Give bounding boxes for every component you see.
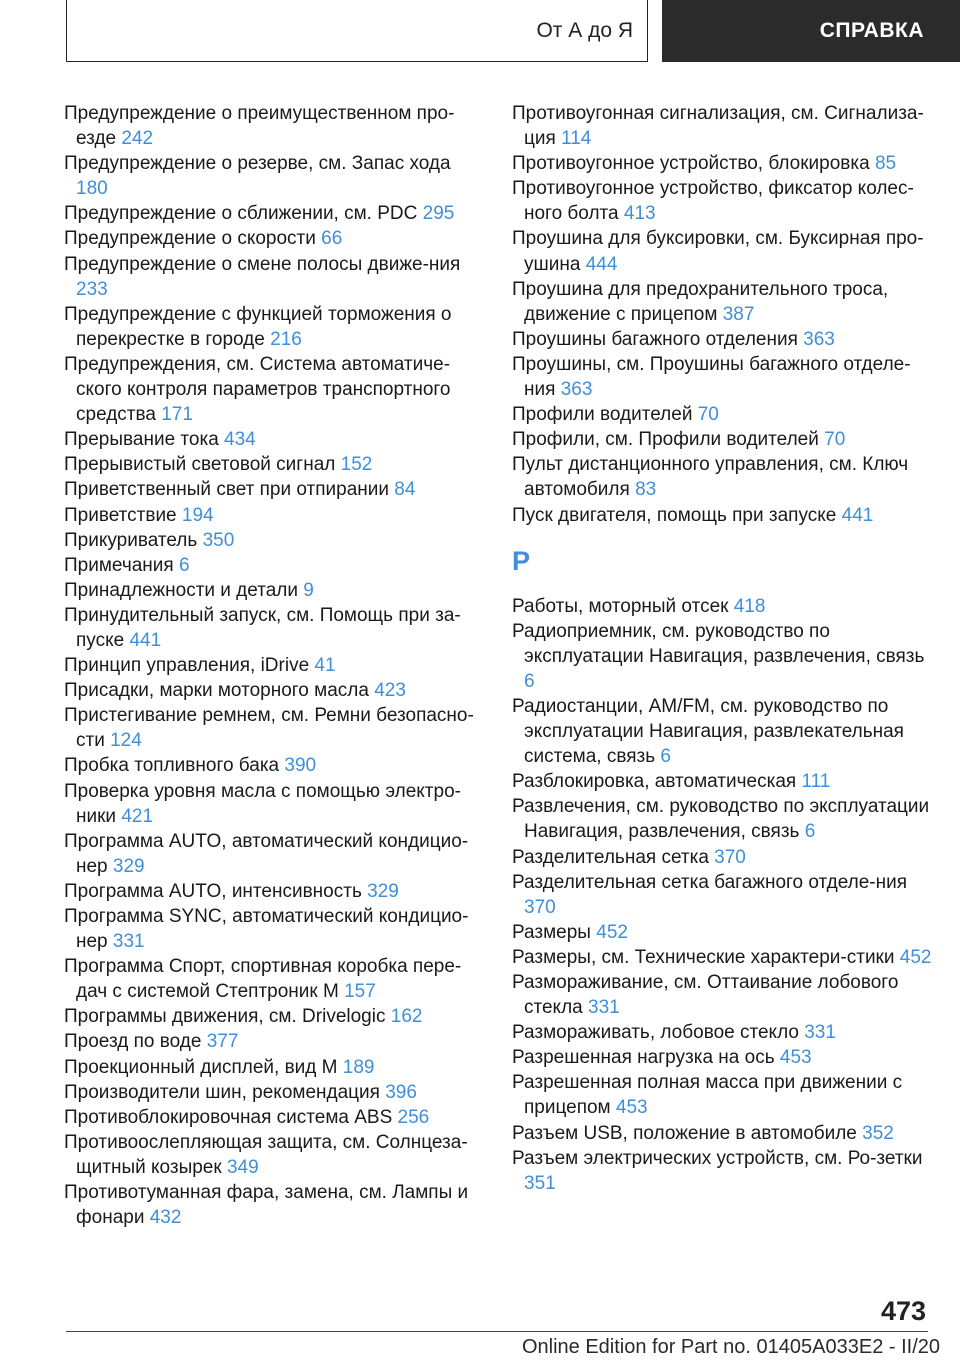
index-entry bbox=[512, 277, 932, 327]
footer-divider bbox=[66, 1331, 928, 1332]
index-entry bbox=[64, 1004, 484, 1029]
entry-page-link[interactable]: 331 bbox=[112, 931, 145, 953]
entry-page-link[interactable]: 6 bbox=[804, 821, 816, 843]
entry-page-link[interactable]: 452 bbox=[596, 921, 628, 943]
entry-page-link[interactable]: 351 bbox=[524, 1172, 556, 1194]
index-entry bbox=[512, 427, 932, 452]
entry-term: Принцип управления, iDrive bbox=[64, 655, 310, 677]
index-entry bbox=[64, 703, 484, 753]
entry-page-link[interactable]: 452 bbox=[899, 946, 932, 968]
index-entry bbox=[64, 753, 484, 778]
index-entry bbox=[64, 427, 484, 452]
index-entry bbox=[64, 829, 484, 879]
entry-page-link[interactable]: 390 bbox=[284, 755, 317, 777]
index-entry bbox=[64, 477, 484, 502]
entry-term: Производители шин, рекомендация bbox=[64, 1081, 380, 1103]
entry-page-link[interactable]: 432 bbox=[149, 1207, 182, 1229]
entry-term: Программа SYNC, автоматический кондицио-нер bbox=[64, 906, 469, 953]
entry-term: Принудительный запуск, см. Помощь при за-пуске bbox=[64, 604, 461, 651]
index-entry bbox=[512, 503, 932, 528]
entry-term: Предупреждение о скорости bbox=[64, 228, 316, 250]
entry-page-link[interactable]: 418 bbox=[733, 595, 766, 617]
entry-term: Разблокировка, автоматическая bbox=[512, 771, 797, 793]
entry-term: Разрешенная полная масса при движении с прицепом bbox=[512, 1072, 903, 1119]
entry-page-link[interactable]: 70 bbox=[824, 429, 846, 451]
entry-term: Пробка топливного бака bbox=[64, 755, 280, 777]
entry-term: Присадки, марки моторного масла bbox=[64, 680, 369, 702]
entry-page-link[interactable]: 180 bbox=[76, 178, 108, 200]
entry-page-link[interactable]: 453 bbox=[615, 1097, 648, 1119]
index-entry bbox=[512, 694, 932, 769]
section-tab bbox=[66, 0, 648, 62]
entry-page-link[interactable]: 413 bbox=[623, 203, 656, 225]
entry-page-link[interactable]: 233 bbox=[76, 278, 108, 300]
index-entry bbox=[64, 553, 484, 578]
index-entry bbox=[64, 452, 484, 477]
entry-page-link[interactable]: 396 bbox=[385, 1081, 417, 1103]
entry-term: Пульт дистанционного управления, см. Ключ автомобиля bbox=[512, 454, 909, 501]
index-entry bbox=[512, 1020, 932, 1045]
entry-term: Прерывистый световой сигнал bbox=[64, 454, 336, 476]
entry-term: Предупреждение с функцией торможения о перекрестке в городе bbox=[64, 303, 452, 350]
index-entry bbox=[64, 1105, 484, 1130]
entry-page-link[interactable]: 387 bbox=[722, 303, 755, 325]
entry-term: Программа Спорт, спортивная коробка пере-дач с системой Стептроник M bbox=[64, 956, 462, 1003]
index-entry bbox=[64, 1180, 484, 1230]
entry-page-link[interactable]: 352 bbox=[862, 1122, 894, 1144]
index-entry bbox=[64, 779, 484, 829]
entry-term: Программа AUTO, автоматический кондицио-нер bbox=[64, 830, 469, 877]
entry-page-link[interactable]: 124 bbox=[110, 730, 142, 752]
entry-term: Размеры, см. Технические характери-стики bbox=[512, 946, 895, 968]
index-entry bbox=[512, 1045, 932, 1070]
index-entry bbox=[512, 945, 932, 970]
index-entry bbox=[512, 352, 932, 402]
entry-page-link[interactable]: 363 bbox=[803, 328, 835, 350]
entry-term: Разрешенная нагрузка на ось bbox=[512, 1047, 775, 1069]
entry-term: Прикуриватель bbox=[64, 529, 198, 551]
entry-page-link[interactable]: 157 bbox=[344, 981, 376, 1003]
index-entry bbox=[512, 769, 932, 794]
entry-term: Противоблокировочная система ABS bbox=[64, 1106, 393, 1128]
index-group-r bbox=[512, 594, 932, 1196]
index-entry bbox=[512, 845, 932, 870]
index-entry bbox=[64, 503, 484, 528]
index-entry bbox=[64, 101, 484, 151]
entry-page-link[interactable]: 216 bbox=[270, 328, 302, 350]
entry-term: Противоослепляющая защита, см. Солнцеза-щитный козырек bbox=[64, 1131, 468, 1178]
entry-term: Противоугонное устройство, блокировка bbox=[512, 153, 870, 175]
index-entry bbox=[64, 151, 484, 201]
entry-page-link[interactable]: 41 bbox=[314, 655, 336, 677]
entry-page-link[interactable]: 6 bbox=[524, 670, 535, 692]
entry-page-link[interactable]: 363 bbox=[560, 379, 593, 401]
index-entry bbox=[512, 970, 932, 1020]
page-header bbox=[0, 0, 960, 64]
index-entry bbox=[64, 252, 484, 302]
entry-page-link[interactable]: 295 bbox=[422, 203, 455, 225]
entry-term: Профили, см. Профили водителей bbox=[512, 429, 819, 451]
entry-term: Развлечения, см. руководство по эксплуатации Навигация, развлечения, связь bbox=[512, 796, 930, 843]
index-group-p bbox=[512, 101, 932, 528]
section-label: От А до Я bbox=[536, 18, 633, 42]
entry-term: Размораживание, см. Оттаивание лобового стекла bbox=[512, 972, 899, 1019]
entry-page-link[interactable]: 194 bbox=[181, 504, 214, 526]
index-entry bbox=[512, 594, 932, 619]
entry-page-link[interactable]: 370 bbox=[524, 896, 556, 918]
index-entry bbox=[512, 101, 932, 151]
entry-term: Противоугонная сигнализация, см. Сигнализа-ция bbox=[512, 103, 924, 150]
entry-page-link[interactable]: 6 bbox=[660, 746, 671, 768]
entry-page-link[interactable]: 441 bbox=[129, 629, 162, 651]
index-entry bbox=[64, 528, 484, 553]
entry-term: Проекционный дисплей, вид M bbox=[64, 1056, 338, 1078]
entry-page-link[interactable]: 85 bbox=[874, 153, 897, 175]
index-entry bbox=[64, 904, 484, 954]
entry-page-link[interactable]: 349 bbox=[226, 1156, 259, 1178]
entry-term: Пуск двигателя, помощь при запуске bbox=[512, 504, 837, 526]
entry-page-link[interactable]: 350 bbox=[202, 529, 235, 551]
chapter-label: СПРАВКА bbox=[819, 19, 924, 42]
entry-page-link[interactable]: 434 bbox=[224, 429, 256, 451]
index-entry bbox=[64, 678, 484, 703]
entry-term: Примечания bbox=[64, 554, 174, 576]
entry-term: Предупреждения, см. Система автоматиче-ского контроля параметров транспортного средства bbox=[64, 353, 451, 426]
footer-edition-text: Online Edition for Part no. 01405A033E2 - II/20 bbox=[521, 1336, 940, 1358]
chapter-tab bbox=[662, 0, 960, 62]
index-entry bbox=[512, 920, 932, 945]
entry-term: Принадлежности и детали bbox=[64, 579, 298, 601]
entry-page-link[interactable]: 152 bbox=[340, 454, 373, 476]
entry-term: Программа AUTO, интенсивность bbox=[64, 880, 362, 902]
entry-term: Разделительная сетка багажного отделе-ния bbox=[512, 871, 908, 893]
entry-term: Проушины багажного отделения bbox=[512, 328, 798, 350]
index-entry bbox=[64, 879, 484, 904]
index-entry bbox=[64, 603, 484, 653]
index-entry bbox=[64, 653, 484, 678]
entry-page-link[interactable]: 329 bbox=[367, 880, 399, 902]
entry-term: Программы движения, см. Drivelogic bbox=[64, 1006, 386, 1028]
index-entry bbox=[64, 352, 484, 427]
index-entry bbox=[512, 151, 932, 176]
entry-term: Противотуманная фара, замена, см. Лампы и фонари bbox=[64, 1182, 469, 1229]
index-entry bbox=[64, 1130, 484, 1180]
entry-page-link[interactable]: 9 bbox=[303, 579, 314, 601]
entry-term: Предупреждение о преимущественном про-езде bbox=[64, 103, 455, 150]
entry-page-link[interactable]: 331 bbox=[804, 1022, 836, 1044]
entry-page-link[interactable]: 111 bbox=[801, 771, 831, 793]
index-entry bbox=[64, 302, 484, 352]
entry-term: Работы, моторный отсек bbox=[512, 595, 729, 617]
index-entry bbox=[512, 1121, 932, 1146]
entry-page-link[interactable]: 162 bbox=[390, 1006, 423, 1028]
index-entry bbox=[512, 1146, 932, 1196]
page-number: 473 bbox=[880, 1296, 926, 1326]
entry-page-link[interactable]: 6 bbox=[178, 554, 190, 576]
section-letter-heading: Р bbox=[512, 545, 531, 576]
index-entry bbox=[512, 870, 932, 920]
index-entry bbox=[512, 176, 932, 226]
index-column-left bbox=[64, 101, 484, 1230]
index-entry bbox=[512, 452, 932, 502]
entry-term: Проезд по воде bbox=[64, 1031, 202, 1053]
entry-page-link[interactable]: 423 bbox=[374, 680, 406, 702]
entry-term: Приветствие bbox=[64, 504, 177, 526]
index-entry bbox=[512, 402, 932, 427]
entry-term: Размеры bbox=[512, 921, 591, 943]
entry-page-link[interactable]: 84 bbox=[394, 479, 416, 501]
entry-term: Проушины, см. Проушины багажного отделе-ния bbox=[512, 353, 911, 401]
entry-page-link[interactable]: 242 bbox=[121, 128, 154, 150]
entry-term: Профили водителей bbox=[512, 404, 693, 426]
entry-page-link[interactable]: 329 bbox=[112, 855, 145, 877]
entry-page-link[interactable]: 331 bbox=[588, 997, 620, 1019]
entry-page-link[interactable]: 421 bbox=[121, 805, 154, 827]
entry-page-link[interactable]: 66 bbox=[321, 228, 343, 250]
entry-term: Прерывание тока bbox=[64, 429, 219, 451]
index-entry bbox=[64, 954, 484, 1004]
entry-page-link[interactable]: 453 bbox=[779, 1047, 812, 1069]
entry-term: Разъем USB, положение в автомобиле bbox=[512, 1122, 857, 1144]
index-entry bbox=[64, 201, 484, 226]
entry-page-link[interactable]: 83 bbox=[635, 479, 657, 501]
entry-term: Предупреждение о резерве, см. Запас хода bbox=[64, 153, 451, 175]
index-entry bbox=[64, 578, 484, 603]
entry-page-link[interactable]: 370 bbox=[714, 846, 746, 868]
entry-term: Разделительная сетка bbox=[512, 846, 709, 868]
index-entry bbox=[64, 1029, 484, 1054]
entry-term: Пристегивание ремнем, см. Ремни безопасно-сти bbox=[64, 705, 474, 752]
entry-term: Размораживать, лобовое стекло bbox=[512, 1022, 799, 1044]
entry-term: Проверка уровня масла с помощью электро-ники bbox=[64, 780, 461, 827]
index-entry bbox=[64, 226, 484, 251]
index-entry bbox=[512, 794, 932, 844]
entry-page-link[interactable]: 377 bbox=[206, 1031, 239, 1053]
index-entry bbox=[512, 327, 932, 352]
entry-term: Приветственный свет при отпирании bbox=[64, 479, 389, 501]
entry-term: Радиостанции, AM/FM, см. руководство по эксплуатации Навигация, развлекательная система, связь bbox=[512, 695, 904, 768]
entry-term: Противоугонное устройство, фиксатор колес-ного болта bbox=[512, 178, 914, 225]
entry-term: Предупреждение о сближении, см. PDC bbox=[64, 203, 418, 225]
entry-term: Проушина для предохранительного троса, движение с прицепом bbox=[512, 278, 889, 325]
entry-page-link[interactable]: 189 bbox=[342, 1056, 375, 1078]
entry-page-link[interactable]: 171 bbox=[161, 404, 193, 426]
index-entry bbox=[64, 1080, 484, 1105]
entry-page-link[interactable]: 441 bbox=[841, 504, 874, 526]
entry-term: Проушина для буксировки, см. Буксирная про-ушина bbox=[512, 228, 924, 275]
entry-page-link[interactable]: 70 bbox=[697, 404, 719, 426]
index-entry bbox=[512, 619, 932, 694]
entry-term: Разъем электрических устройств, см. Ро-зетки bbox=[512, 1147, 923, 1169]
entry-term: Предупреждение о смене полосы движе-ния bbox=[64, 253, 461, 275]
entry-term: Радиоприемник, см. руководство по эксплуатации Навигация, развлечения, связь bbox=[512, 620, 925, 667]
index-entry bbox=[512, 226, 932, 276]
index-entry bbox=[512, 1070, 932, 1120]
entry-page-link[interactable]: 444 bbox=[585, 253, 618, 275]
index-entry bbox=[64, 1055, 484, 1080]
index-column-right bbox=[512, 101, 932, 1196]
entry-page-link[interactable]: 256 bbox=[397, 1106, 430, 1128]
entry-page-link[interactable]: 114 bbox=[561, 128, 592, 150]
